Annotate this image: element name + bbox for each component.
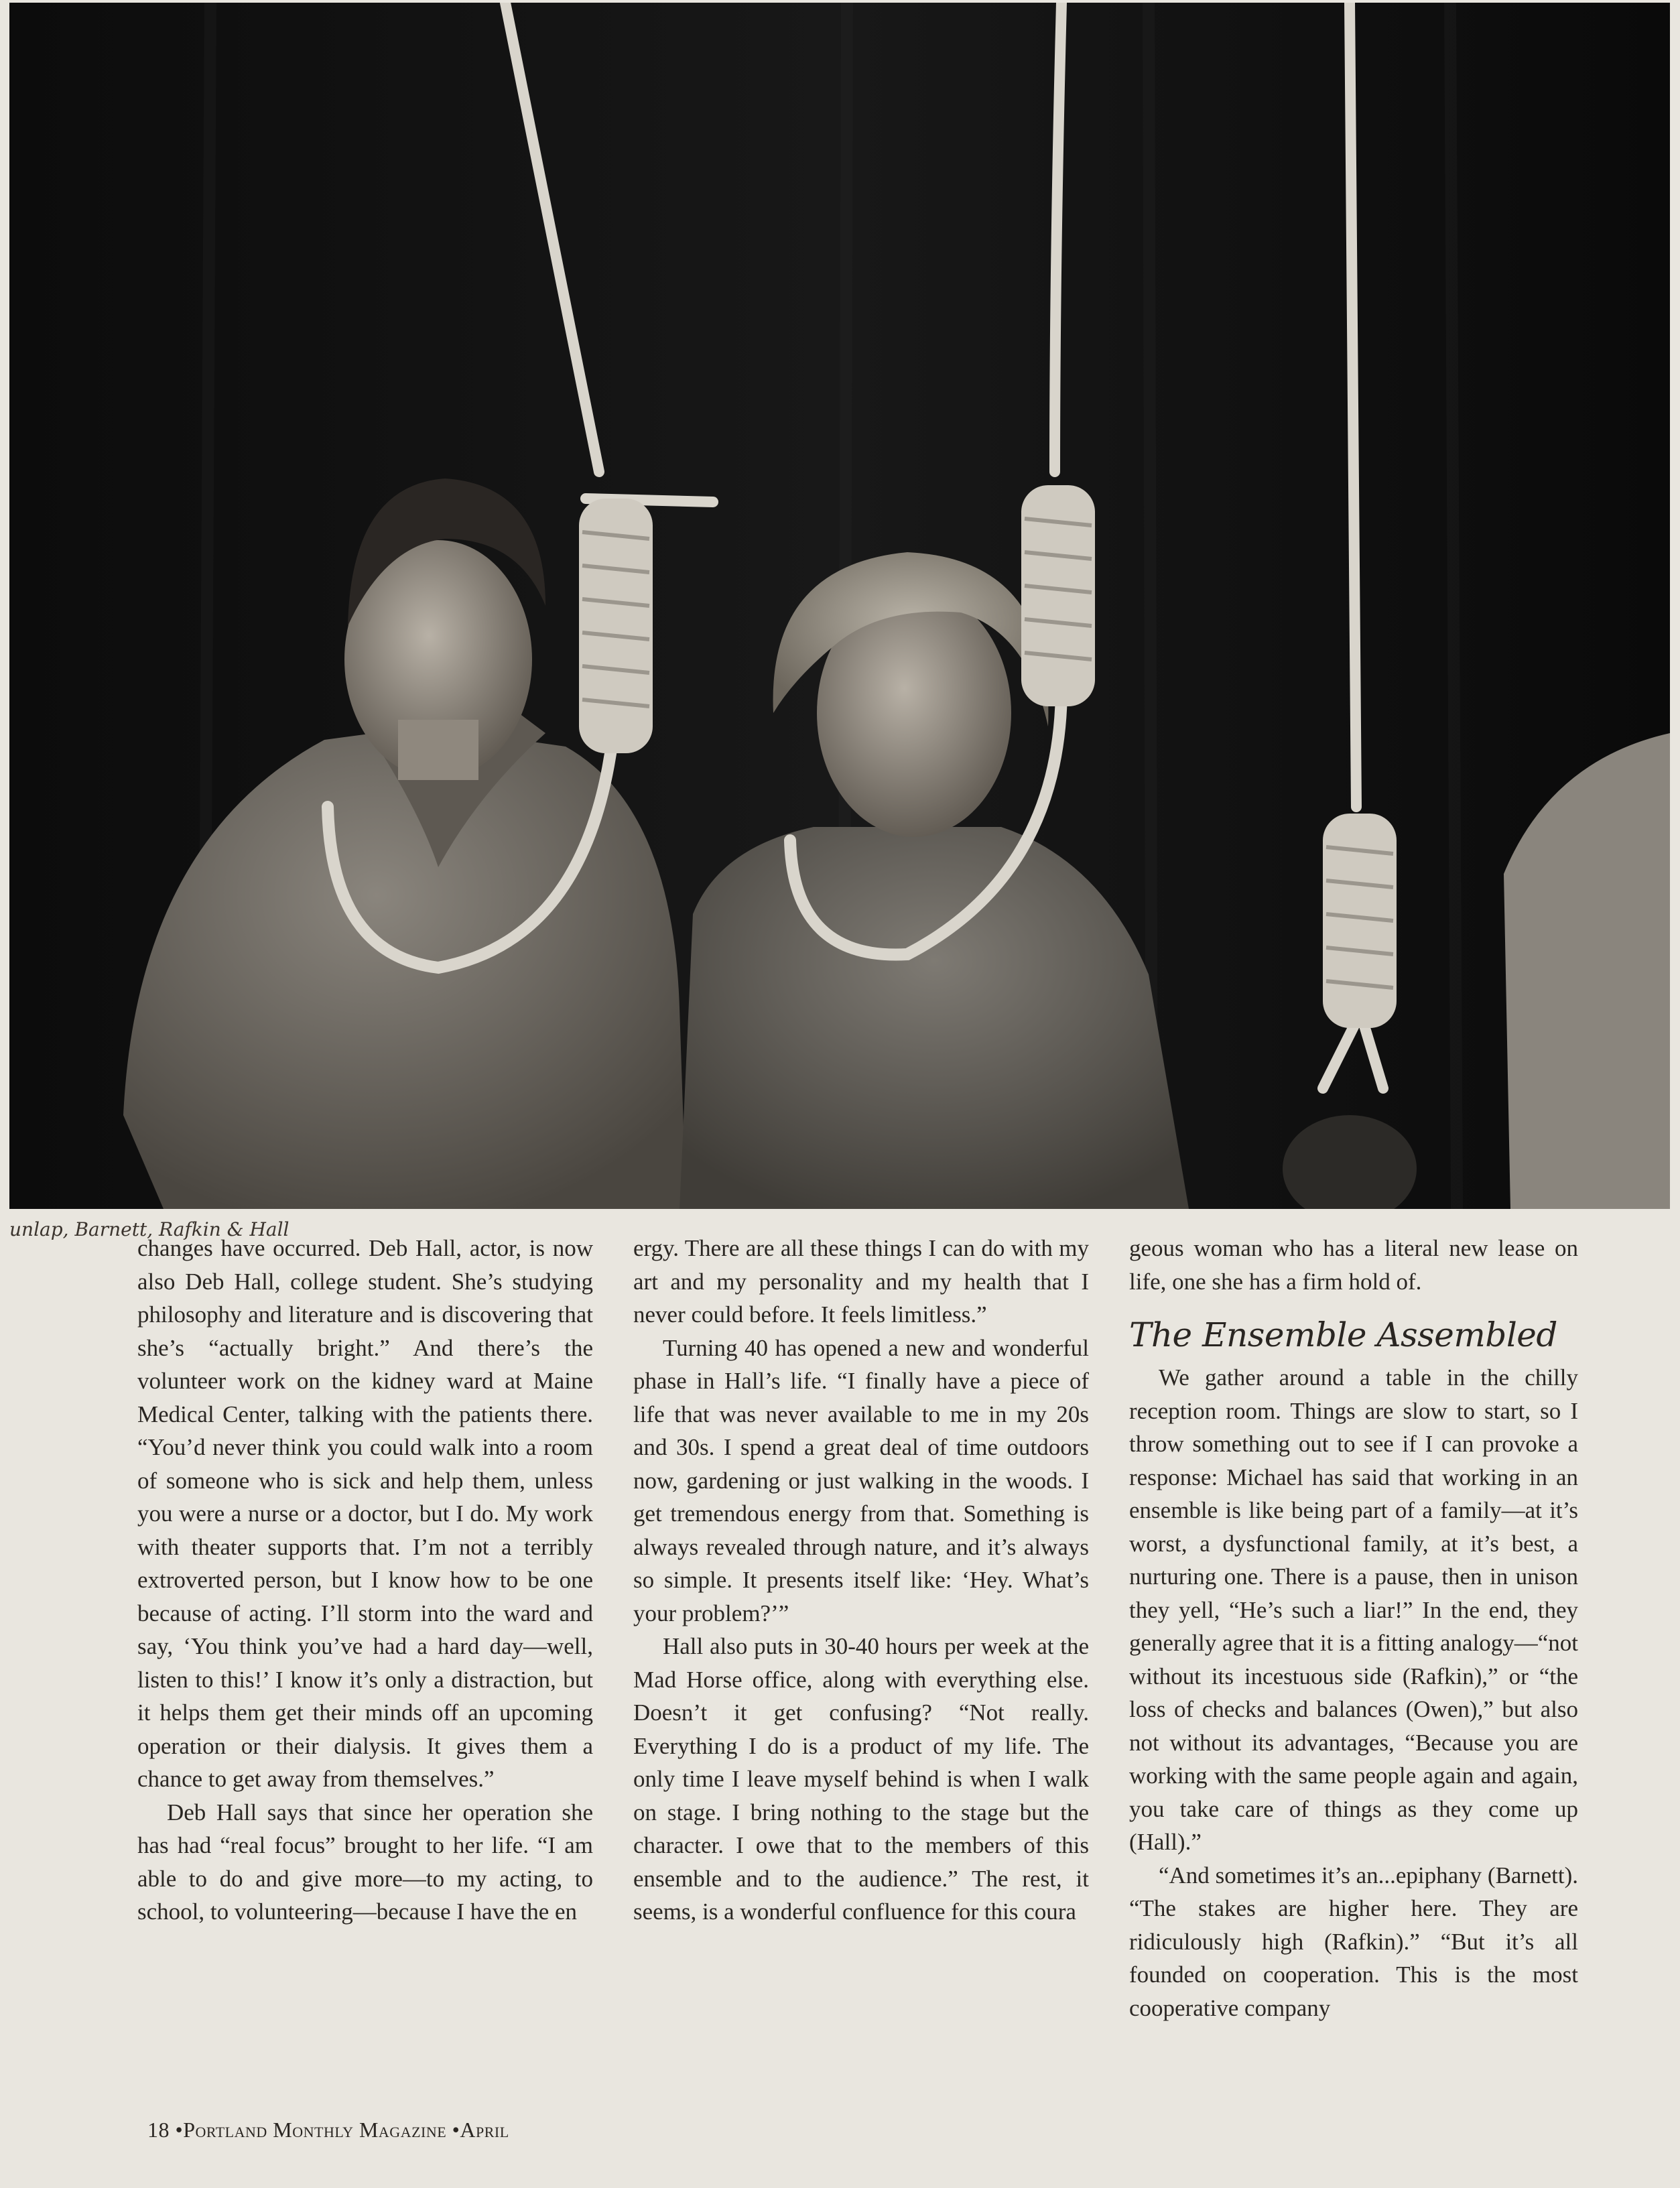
paragraph: Hall also puts in 30-40 hours per week at the Mad Horse office, along with everything else. Doesn’t it get confusing? “Not really. Everything I do is a product of my life. The only time I leave myself behind is when I walk on stage. I bring nothing to the stage but the character. I owe that to the members of this ensemble and to the audience.” The rest, it seems, is a wonderful confluence for this coura (633, 1633, 1089, 1925)
paragraph: Deb Hall says that since her operation she has had “real focus” brought to her life. “I am able to do and give more—to my acting, to school, to volunteering—because I have the en (137, 1799, 593, 1925)
folio-separator: • (175, 2118, 184, 2142)
magazine-name: Portland Monthly Magazine (183, 2118, 447, 2142)
article-column-1 (137, 1232, 593, 1929)
section-heading: The Ensemble Assembled (1129, 1315, 1557, 1354)
paragraph: geous woman who has a literal new lease on life, one she has a firm hold of. (1129, 1235, 1578, 1295)
paragraph: We gather around a table in the chilly reception room. Things are slow to start, so I throw something out to see if I can provoke a response: Michael has said that working in an ensemble is like being part of a family—at it’s worst, a dysfunctional family, at it’s best, a nurturing one. There is a pause, then in unison they yell, “He’s such a liar!” In the end, they generally agree that it is a fitting analogy—“not without its incestuous side (Rafkin),” or “the loss of checks and balances (Owen),” but also not without its advantages, “Because you are working with the same people again and again, you take care of things as they come up (Hall).” (1129, 1364, 1578, 1855)
folio-separator: • (452, 2118, 460, 2142)
paragraph: ergy. There are all these things I can do with my art and my personality and my health that I never could before. It feels limitless.” (633, 1235, 1089, 1328)
paragraph: Turning 40 has opened a new and wonderful phase in Hall’s life. “I finally have a piece of life that was never available to me in my 20s and 30s. I spend a great deal of time outdoors now, gardening or just walking in the woods. I get tremendous energy from that. Something is always revealed through nature, and it’s always so simple. It presents itself like: ‘Hey. What’s your problem?’” (633, 1334, 1089, 1626)
photo-credit-caption: unlap, Barnett, Rafkin & Hall (9, 1218, 289, 1240)
noose-photo-illustration (9, 3, 1670, 1209)
paragraph: “And sometimes it’s an...epiphany (Barnett). “The stakes are higher here. They are ridiculously high (Rafkin).” “But it’s all founded on cooperation. This is the most cooperative company (1129, 1862, 1578, 2021)
article-column-3 (1129, 1232, 1578, 2024)
page-number: 18 (147, 2118, 170, 2142)
photo-nooses-ensemble (9, 3, 1670, 1209)
issue-month: April (460, 2118, 509, 2142)
page-folio (147, 2118, 509, 2142)
paragraph: changes have occurred. Deb Hall, actor, is now also Deb Hall, college student. She’s studying philosophy and literature and is discovering that she’s “actually bright.” And there’s the volunteer work on the kidney ward at Maine Medical Center, talking with the patients there. “You’d never think you could walk into a room of someone who is sick and help them, unless you were a nurse or a doctor, but I do. My work with theater supports that. I’m not a terribly extroverted person, but I know how to be one because of acting. I’ll storm into the ward and say, ‘You think you’ve had a hard day—well, listen to this!’ I know it’s only a distraction, but it helps them get their minds off an upcoming operation or their dialysis. It gives them a chance to get away from themselves.” (137, 1235, 593, 1792)
article-column-2 (633, 1232, 1089, 1929)
